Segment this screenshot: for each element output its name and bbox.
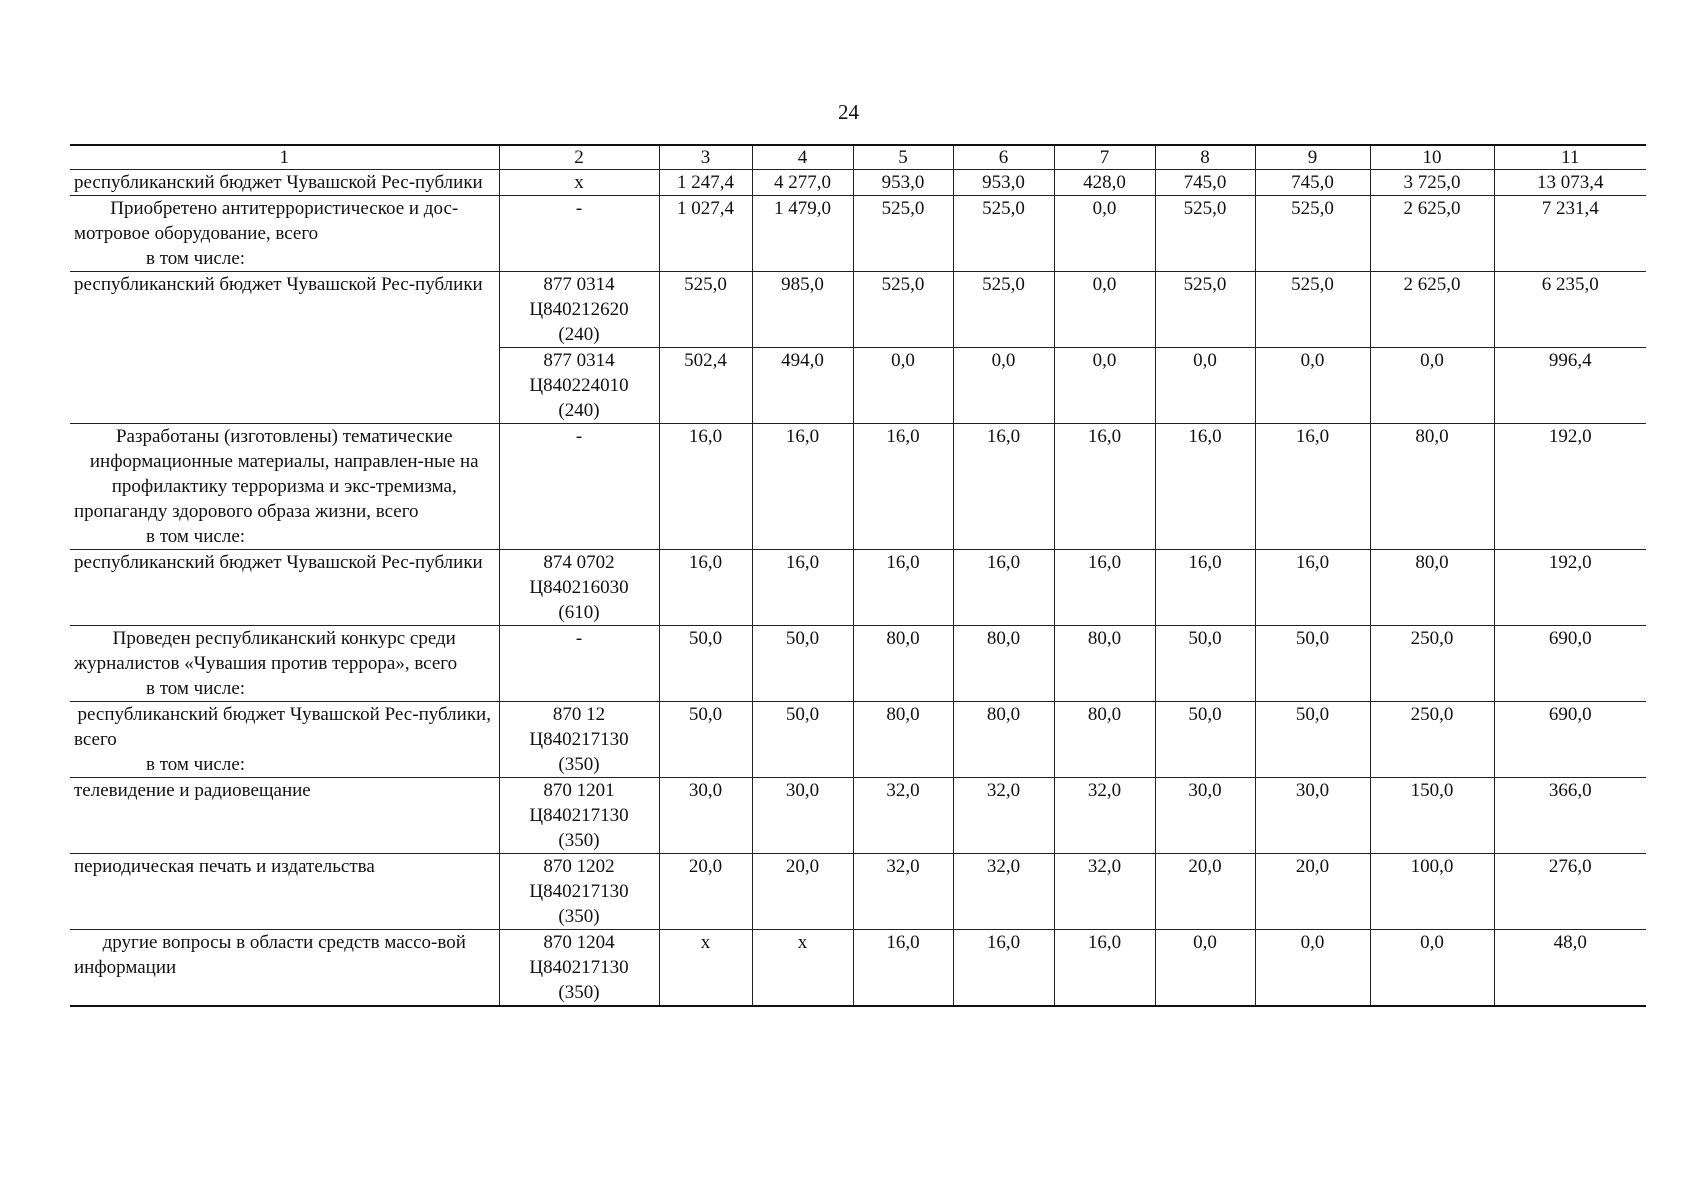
value-cell: 525,0 (853, 196, 953, 272)
value-cell: 32,0 (853, 778, 953, 854)
value-cell: 0,0 (1054, 272, 1155, 348)
value-cell: 80,0 (1370, 550, 1494, 626)
budget-code-cell: 870 12 Ц840217130 (350) (499, 702, 659, 778)
value-cell: 16,0 (752, 424, 853, 550)
value-cell: 80,0 (853, 626, 953, 702)
value-cell: 525,0 (953, 196, 1054, 272)
value-cell: 250,0 (1370, 702, 1494, 778)
value-cell: 50,0 (1155, 702, 1255, 778)
total-value-cell: 690,0 (1494, 702, 1646, 778)
row-description: Проведен республиканский конкурс среди журналистов «Чувашия против террора», всего в том числе: (70, 626, 499, 702)
value-cell: 502,4 (659, 348, 752, 424)
value-cell: 0,0 (1155, 930, 1255, 1007)
value-cell: 525,0 (1155, 196, 1255, 272)
row-description: республиканский бюджет Чувашской Рес-публики (70, 272, 499, 348)
value-cell: 50,0 (752, 626, 853, 702)
value-cell: 250,0 (1370, 626, 1494, 702)
value-cell: 2 625,0 (1370, 196, 1494, 272)
value-cell: 1 479,0 (752, 196, 853, 272)
value-cell: 953,0 (853, 170, 953, 196)
column-number-header: 8 (1155, 145, 1255, 170)
page-number: 24 (838, 100, 859, 124)
value-cell: 0,0 (1054, 348, 1155, 424)
row-description: республиканский бюджет Чувашской Рес-публики (70, 170, 499, 196)
value-cell: 16,0 (953, 550, 1054, 626)
value-cell: 50,0 (1155, 626, 1255, 702)
row-description (70, 348, 499, 424)
value-cell: 80,0 (853, 702, 953, 778)
value-cell: 16,0 (1155, 424, 1255, 550)
table-row (70, 550, 1646, 626)
value-cell: 20,0 (1155, 854, 1255, 930)
value-cell: 16,0 (853, 550, 953, 626)
table-row (70, 626, 1646, 702)
value-cell: 4 277,0 (752, 170, 853, 196)
table-row (70, 930, 1646, 1007)
value-cell: 30,0 (659, 778, 752, 854)
budget-code-cell: 877 0314 Ц840212620 (240) (499, 272, 659, 348)
value-cell: 525,0 (659, 272, 752, 348)
value-cell: 985,0 (752, 272, 853, 348)
budget-code-cell: - (499, 626, 659, 702)
value-cell: 525,0 (853, 272, 953, 348)
column-number-header: 5 (853, 145, 953, 170)
total-value-cell: 996,4 (1494, 348, 1646, 424)
value-cell: 20,0 (752, 854, 853, 930)
value-cell: 16,0 (1054, 930, 1155, 1007)
row-description: республиканский бюджет Чувашской Рес-публики, всего в том числе: (70, 702, 499, 778)
total-value-cell: 13 073,4 (1494, 170, 1646, 196)
in-that-number-label: в том числе: (146, 678, 246, 699)
value-cell: 80,0 (953, 626, 1054, 702)
value-cell: 16,0 (953, 424, 1054, 550)
value-cell: 50,0 (1255, 702, 1370, 778)
value-cell: 3 725,0 (1370, 170, 1494, 196)
value-cell: х (752, 930, 853, 1007)
value-cell: 32,0 (853, 854, 953, 930)
row-description: республиканский бюджет Чувашской Рес-публики (70, 550, 499, 626)
column-number-header: 2 (499, 145, 659, 170)
budget-code-cell: 870 1201 Ц840217130 (350) (499, 778, 659, 854)
value-cell: 525,0 (1255, 272, 1370, 348)
total-value-cell: 48,0 (1494, 930, 1646, 1007)
in-that-number-label: в том числе: (146, 248, 246, 269)
value-cell: 0,0 (1370, 348, 1494, 424)
in-that-number-label: в том числе: (146, 754, 246, 775)
value-cell: 30,0 (1155, 778, 1255, 854)
value-cell: 525,0 (953, 272, 1054, 348)
value-cell: 80,0 (1370, 424, 1494, 550)
row-description: периодическая печать и издательства (70, 854, 499, 930)
value-cell: 16,0 (659, 424, 752, 550)
value-cell: 16,0 (1255, 550, 1370, 626)
value-cell: 80,0 (1054, 626, 1155, 702)
value-cell: 16,0 (1155, 550, 1255, 626)
table-row (70, 424, 1646, 550)
budget-code-cell: - (499, 424, 659, 550)
value-cell: 745,0 (1155, 170, 1255, 196)
total-value-cell: 7 231,4 (1494, 196, 1646, 272)
budget-code-cell: 877 0314 Ц840224010 (240) (499, 348, 659, 424)
value-cell: 16,0 (953, 930, 1054, 1007)
value-cell: 32,0 (1054, 854, 1155, 930)
value-cell: 32,0 (953, 778, 1054, 854)
value-cell: 0,0 (853, 348, 953, 424)
value-cell: 953,0 (953, 170, 1054, 196)
column-number-header: 9 (1255, 145, 1370, 170)
value-cell: 30,0 (752, 778, 853, 854)
total-value-cell: 276,0 (1494, 854, 1646, 930)
table-row (70, 778, 1646, 854)
value-cell: 80,0 (1054, 702, 1155, 778)
table-row (70, 702, 1646, 778)
value-cell: 50,0 (659, 702, 752, 778)
column-number-header: 7 (1054, 145, 1155, 170)
value-cell: 16,0 (1054, 424, 1155, 550)
budget-code-cell: 874 0702 Ц840216030 (610) (499, 550, 659, 626)
value-cell: 16,0 (752, 550, 853, 626)
value-cell: 20,0 (1255, 854, 1370, 930)
table-row (70, 272, 1646, 348)
value-cell: 50,0 (752, 702, 853, 778)
value-cell: 428,0 (1054, 170, 1155, 196)
row-description: телевидение и радиовещание (70, 778, 499, 854)
value-cell: 0,0 (1255, 348, 1370, 424)
total-value-cell: 366,0 (1494, 778, 1646, 854)
value-cell: 16,0 (853, 930, 953, 1007)
total-value-cell: 6 235,0 (1494, 272, 1646, 348)
value-cell: х (659, 930, 752, 1007)
value-cell: 745,0 (1255, 170, 1370, 196)
value-cell: 16,0 (1054, 550, 1155, 626)
value-cell: 1 027,4 (659, 196, 752, 272)
column-number-header-row (70, 145, 1646, 170)
value-cell: 0,0 (1370, 930, 1494, 1007)
value-cell: 2 625,0 (1370, 272, 1494, 348)
value-cell: 16,0 (853, 424, 953, 550)
total-value-cell: 192,0 (1494, 550, 1646, 626)
budget-code-cell: 870 1202 Ц840217130 (350) (499, 854, 659, 930)
column-number-header: 1 (70, 145, 499, 170)
value-cell: 32,0 (1054, 778, 1155, 854)
budget-code-cell: 870 1204 Ц840217130 (350) (499, 930, 659, 1007)
column-number-header: 3 (659, 145, 752, 170)
column-number-header: 11 (1494, 145, 1646, 170)
value-cell: 150,0 (1370, 778, 1494, 854)
value-cell: 0,0 (1255, 930, 1370, 1007)
value-cell: 525,0 (1255, 196, 1370, 272)
value-cell: 50,0 (1255, 626, 1370, 702)
value-cell: 100,0 (1370, 854, 1494, 930)
in-that-number-label: в том числе: (146, 526, 246, 547)
value-cell: 16,0 (659, 550, 752, 626)
value-cell: 32,0 (953, 854, 1054, 930)
column-number-header: 6 (953, 145, 1054, 170)
table-row (70, 170, 1646, 196)
value-cell: 525,0 (1155, 272, 1255, 348)
value-cell: 0,0 (953, 348, 1054, 424)
row-description: другие вопросы в области средств массо-вой информации (70, 930, 499, 1007)
value-cell: 0,0 (1054, 196, 1155, 272)
value-cell: 16,0 (1255, 424, 1370, 550)
value-cell: 20,0 (659, 854, 752, 930)
column-number-header: 10 (1370, 145, 1494, 170)
total-value-cell: 690,0 (1494, 626, 1646, 702)
table-row (70, 348, 1646, 424)
row-description: Приобретено антитеррористическое и дос-мотровое оборудование, всего в том числе: (70, 196, 499, 272)
value-cell: 494,0 (752, 348, 853, 424)
column-number-header: 4 (752, 145, 853, 170)
value-cell: 1 247,4 (659, 170, 752, 196)
value-cell: 30,0 (1255, 778, 1370, 854)
budget-table (70, 144, 1646, 1007)
value-cell: 80,0 (953, 702, 1054, 778)
budget-code-cell: х (499, 170, 659, 196)
row-description: Разработаны (изготовлены) тематические информационные материалы, направлен-ные на профилактику терроризма и экс-тремизма, пропаганду здорового образа жизни, всего в том числе: (70, 424, 499, 550)
total-value-cell: 192,0 (1494, 424, 1646, 550)
table-row (70, 854, 1646, 930)
value-cell: 0,0 (1155, 348, 1255, 424)
budget-code-cell: - (499, 196, 659, 272)
table-row (70, 196, 1646, 272)
value-cell: 50,0 (659, 626, 752, 702)
